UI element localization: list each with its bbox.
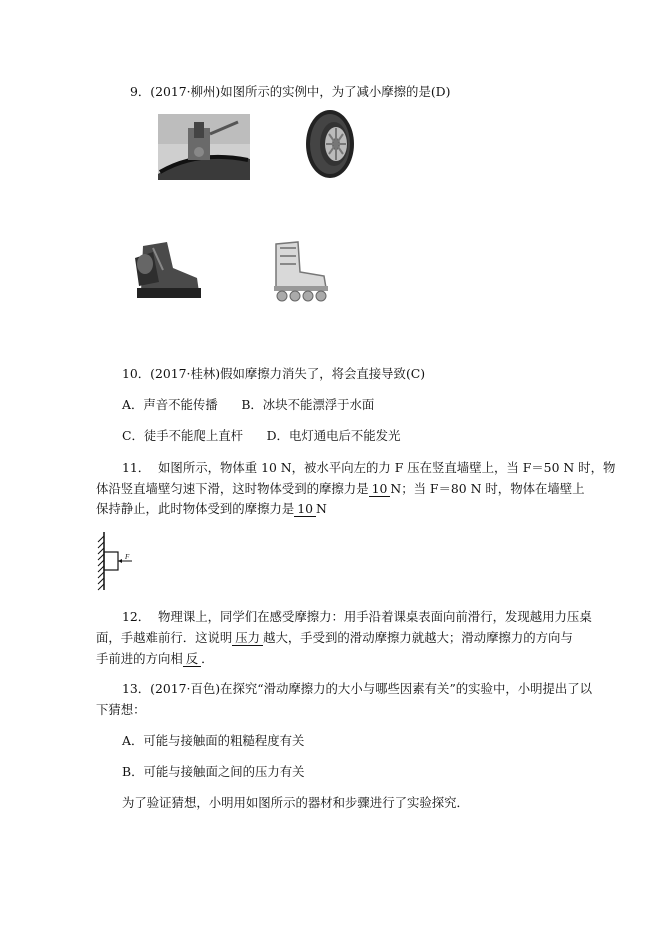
q13-option-a: A．可能与接触面的粗糙程度有关 <box>122 733 305 748</box>
q11-line2-text-b: N；当 F＝80 N 时，物体在墙壁上 <box>390 481 585 496</box>
q12-answer1: 压力 <box>232 631 263 646</box>
q10-options-ab: A．声音不能传播 B．冰块不能漂浮于水面 <box>122 397 375 412</box>
q10-stem: 10．(2017·桂林)假如摩擦力消失了，将会直接导致(C) <box>122 366 426 381</box>
q12-line3-text-b: ． <box>201 651 214 666</box>
q12-line3 <box>96 651 214 667</box>
q11-answer1: 10 <box>369 482 391 497</box>
q12-answer2: 反 <box>183 652 201 667</box>
q13-line1: 13．(2017·百色)在探究“滑动摩擦力的大小与哪些因素有关”的实验中，小明提出了以 <box>122 681 593 696</box>
q13-line2: 下猜想： <box>96 702 146 717</box>
q11-line2-text-a: 体沿竖直墙壁匀速下滑，这时物体受到的摩擦力是 <box>96 481 369 496</box>
inline-skate-image <box>268 238 334 302</box>
bicycle-brake-image <box>158 114 250 180</box>
q11-line2 <box>96 481 585 497</box>
q13-option-b: B．可能与接触面之间的压力有关 <box>122 764 305 779</box>
q11-line3 <box>96 501 327 517</box>
q12-line2 <box>96 630 573 646</box>
q12-line1: 12． 物理课上，同学们在感受摩擦力：用手沿着课桌表面向前滑行，发现越用力压桌 <box>122 609 592 624</box>
q9-text: 9．(2017·柳州)如图所示的实例中，为了减小摩擦的是(D) <box>130 84 451 99</box>
q13-line3: 为了验证猜想，小明用如图所示的器材和步骤进行了实验探究． <box>122 795 469 810</box>
wall-block-figure <box>94 530 144 592</box>
q11-line3-text-a: 保持静止，此时物体受到的摩擦力是 <box>96 501 295 516</box>
q11-line3-text-b: N <box>316 501 327 516</box>
q12-line2-text-a: 面，手越难前行．这说明 <box>96 630 233 645</box>
q12-line2-text-b: 越大，手受到的滑动摩擦力就越大；滑动摩擦力的方向与 <box>263 630 573 645</box>
tire-image <box>304 108 356 180</box>
q12-line3-text-a: 手前进的方向相 <box>96 651 183 666</box>
q11-line1: 11． 如图所示，物体重 10 N，被水平向左的力 F 压在竖直墙壁上，当 F＝50 N 时，物 <box>122 460 616 475</box>
q11-answer2: 10 <box>294 502 316 517</box>
force-label: F <box>125 553 130 561</box>
hiking-boot-image <box>133 238 203 302</box>
q10-options-cd: C．徒手不能爬上直杆 D．电灯通电后不能发光 <box>122 428 401 443</box>
